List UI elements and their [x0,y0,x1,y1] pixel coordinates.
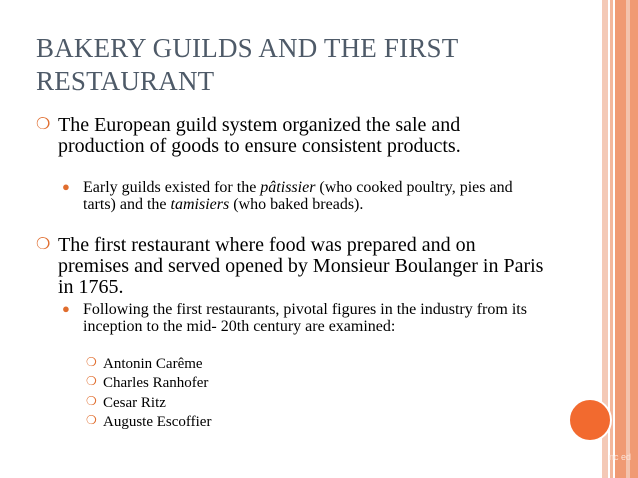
hollow-circle-icon: ❍ [86,413,97,427]
accent-circle-icon [568,398,612,442]
sub-bullet-early-guilds [83,180,523,213]
sub-bullet-text: Early guilds existed for the [83,179,261,196]
figure-item: Auguste Escoffier [103,414,212,430]
sub-bullet-text: (who cooked poultry, pies and tarts) and the [83,179,513,213]
term-patissier: pâtissier [260,179,316,196]
sub-bullet-text: (who baked breads). [229,195,364,213]
hollow-circle-icon: ❍ [36,116,51,133]
hollow-circle-icon: ❍ [86,394,97,408]
figure-item: Cesar Ritz [103,395,166,411]
filled-circle-icon: ● [62,179,70,194]
sub-bullet-pivotal-figures: Following the first restaurants, pivotal figures in the industry from its inception to the mid- 20th century are examined: [83,301,527,335]
corner-text: nc ed [609,452,632,462]
decorative-stripe [610,0,613,478]
filled-circle-icon: ● [62,301,70,316]
slide-title: BAKERY GUILDS AND THE FIRST RESTAURANT [36,33,458,96]
bullet-first-restaurant: The first restaurant where food was prepared and on premises and served opened by Monsieur Boulanger in Paris in 1765. [58,234,544,298]
hollow-circle-icon: ❍ [36,236,51,253]
term-tamisiers: tamisiers [170,195,230,213]
hollow-circle-icon: ❍ [86,374,97,388]
figure-item: Charles Ranhofer [103,375,209,391]
figure-item: Antonin Carême [103,356,203,372]
bullet-guild-system: The European guild system organized the sale and production of goods to ensure consistent products. [58,114,461,157]
decorative-stripe [626,0,630,478]
hollow-circle-icon: ❍ [86,355,97,369]
